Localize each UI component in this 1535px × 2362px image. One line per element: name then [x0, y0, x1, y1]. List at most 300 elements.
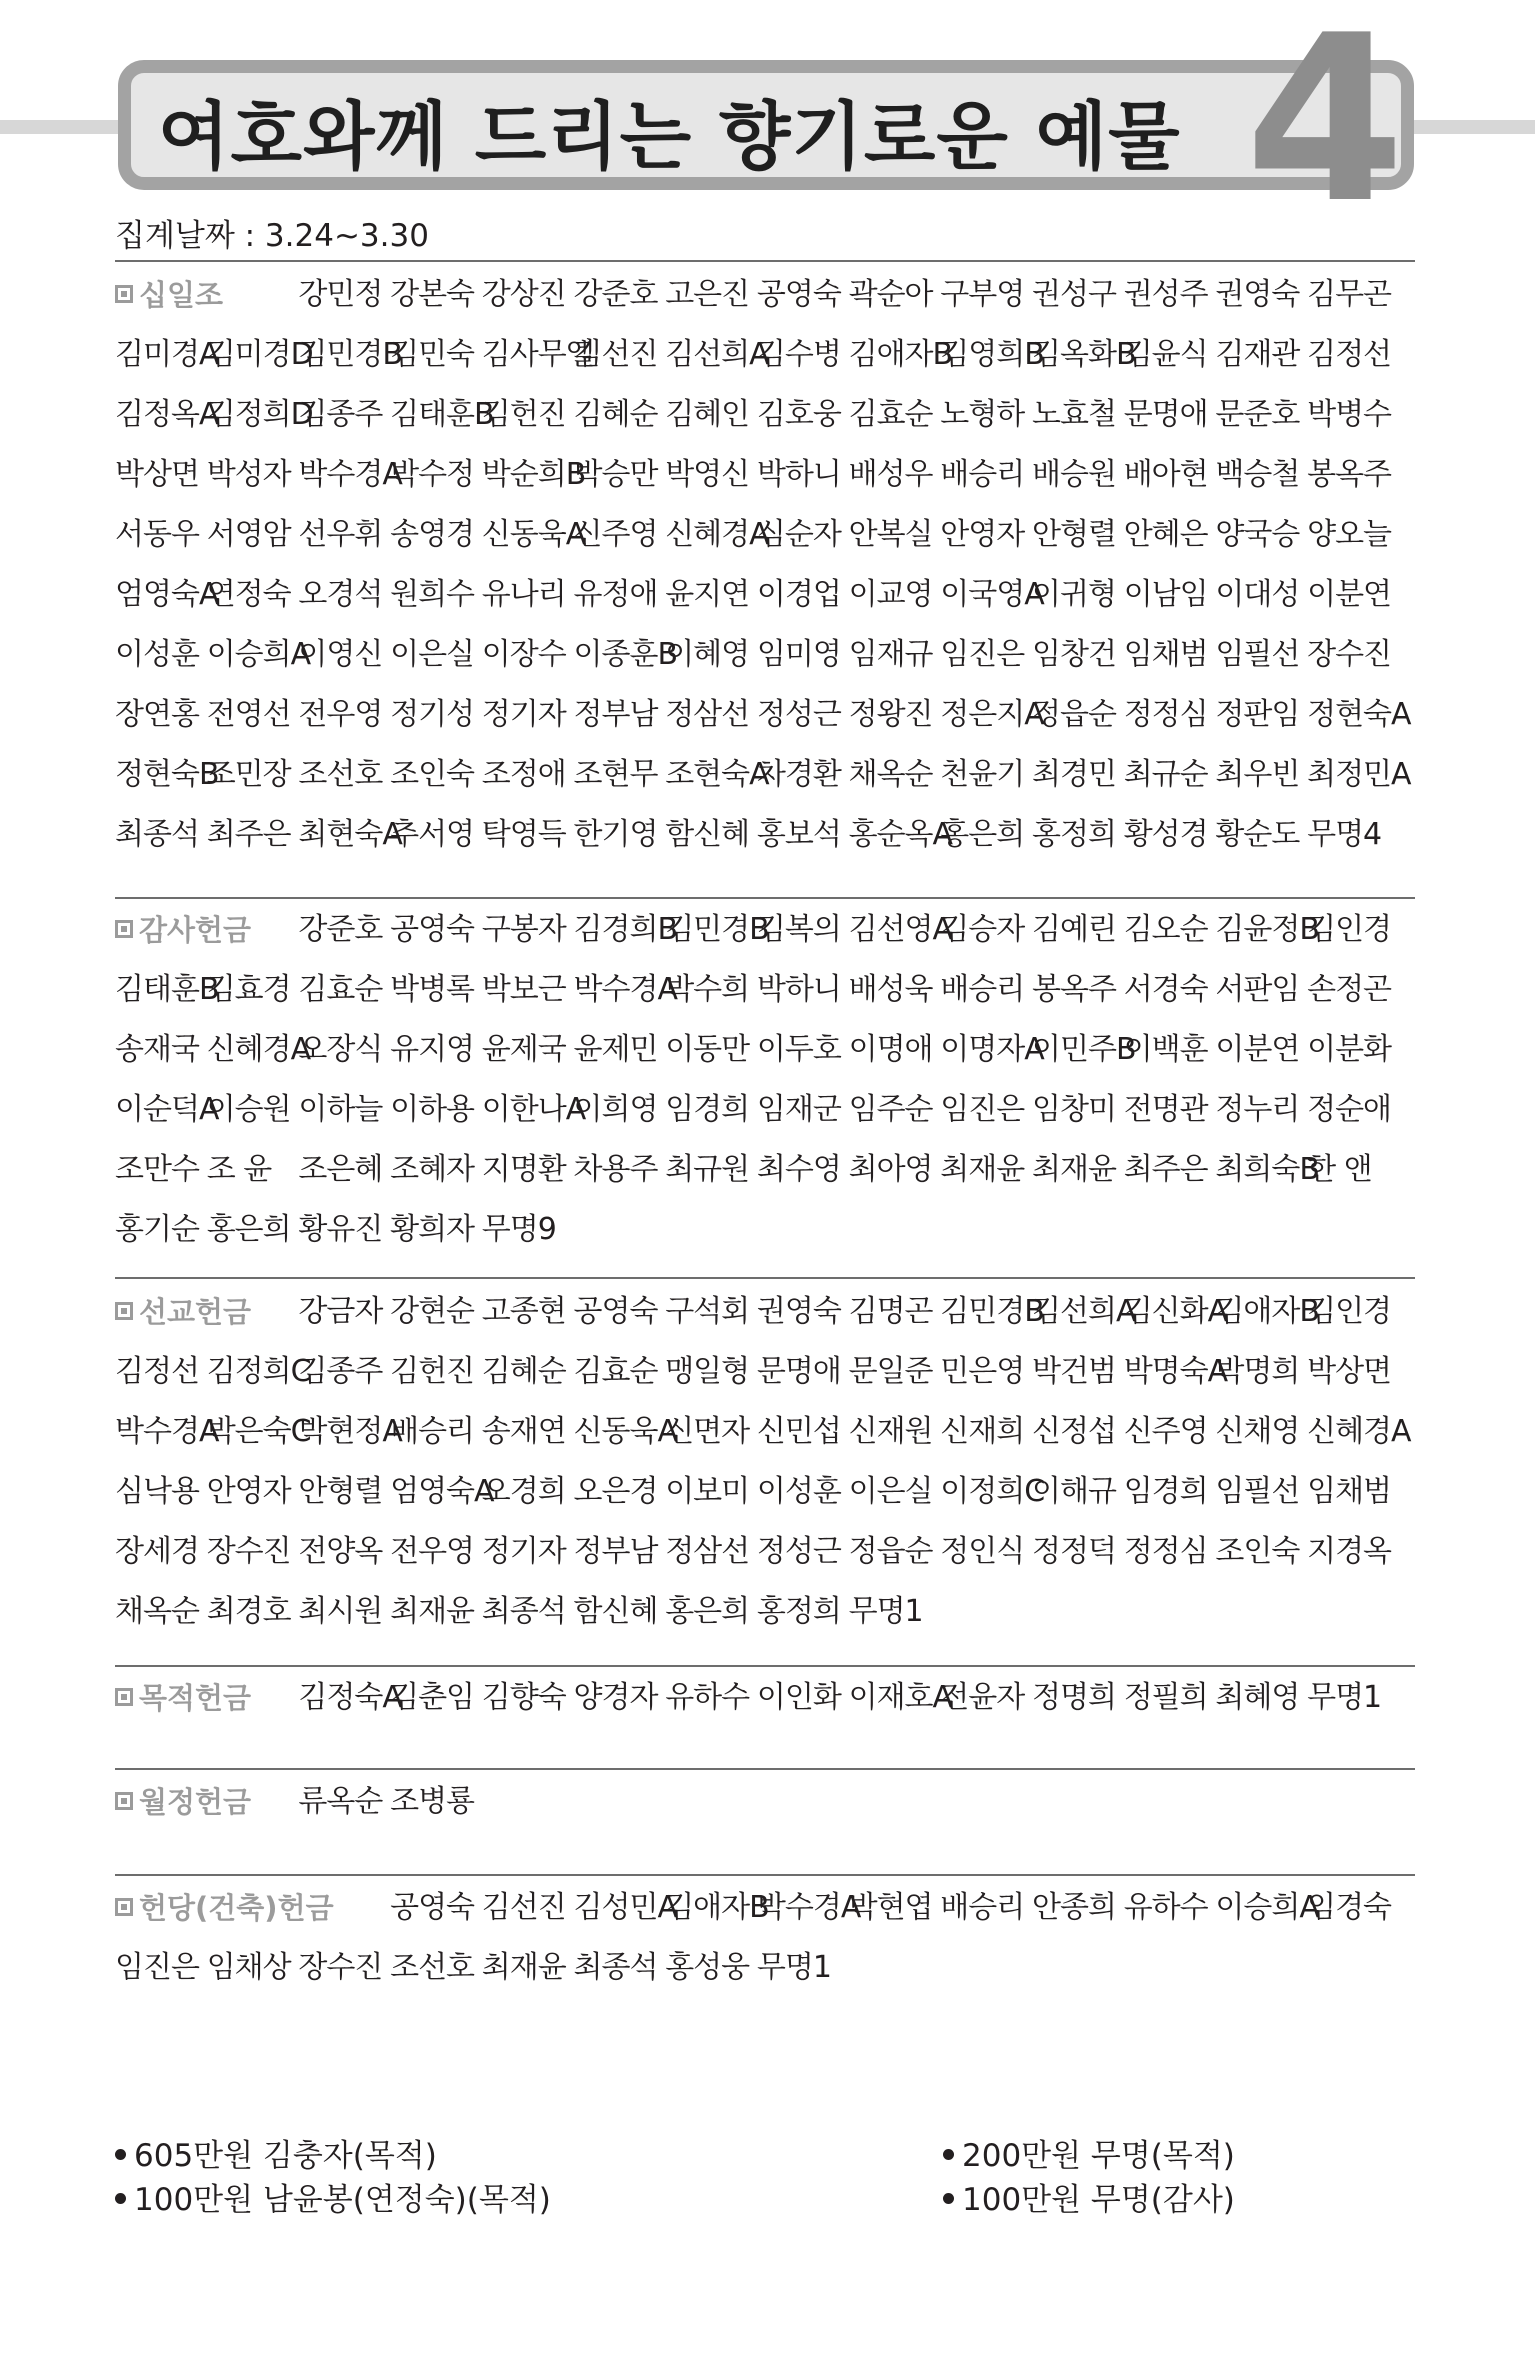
member-name: 최종석: [573, 1950, 658, 1985]
member-name: 이하용: [390, 1092, 475, 1127]
names-row: [115, 1462, 1435, 1522]
member-name: 홍정희: [1032, 817, 1116, 852]
section-label: 감사헌금: [115, 900, 251, 960]
section-label: 선교헌금: [115, 1282, 251, 1342]
member-name: 전양옥: [298, 1534, 383, 1569]
member-name: 이승원: [206, 1092, 291, 1127]
member-name: 전우영: [298, 697, 383, 732]
member-name: 서동우: [115, 517, 199, 552]
member-name: 이종훈B: [573, 637, 678, 672]
member-name: 최종석: [481, 1594, 566, 1629]
member-name: 심순자: [756, 517, 841, 552]
member-name: 임재군: [756, 1092, 841, 1127]
member-name: 김애자B: [1215, 1294, 1319, 1329]
member-name: 박승만: [573, 457, 658, 492]
member-name: 홍보석: [756, 817, 841, 852]
member-name: 송영경: [390, 517, 475, 552]
member-name: 임재규: [848, 637, 933, 672]
member-name: 임경숙: [1307, 1890, 1392, 1925]
member-name: 김애자B: [848, 337, 953, 372]
member-name: 김종주: [298, 1354, 383, 1389]
member-name: 오경희: [481, 1474, 566, 1509]
member-name: 유나리: [481, 577, 566, 612]
member-name: 박영신: [665, 457, 750, 492]
member-name: 장세경: [115, 1534, 199, 1569]
member-name: 박병수: [1307, 397, 1392, 432]
member-name: 정성근: [756, 697, 841, 732]
section-divider: [115, 1665, 1415, 1667]
member-name: 신혜경A: [1307, 1414, 1411, 1449]
member-name: 김신화A: [1123, 1294, 1228, 1329]
member-name: 최경호: [206, 1594, 291, 1629]
member-name: 조정애: [481, 757, 566, 792]
member-name: 최종석: [115, 817, 199, 852]
member-name: 함신혜: [573, 1594, 658, 1629]
member-name: 임채범: [1123, 637, 1208, 672]
member-name: 김효순: [573, 1354, 658, 1389]
bullet-icon: [943, 2149, 954, 2160]
section-label: 헌당(건축)헌금: [115, 1878, 334, 1938]
member-name: 정순애: [1307, 1092, 1392, 1127]
member-name: 조만수: [115, 1152, 199, 1187]
member-name: 신동욱A: [481, 517, 586, 552]
member-name: 서판임: [1215, 972, 1300, 1007]
member-name: 문명애: [1123, 397, 1208, 432]
member-name: 박수희: [665, 972, 750, 1007]
member-name: 임필선: [1215, 1474, 1300, 1509]
member-name: 권성구: [1032, 277, 1116, 312]
names-row: [115, 625, 1435, 685]
member-name: 김성민A: [573, 1890, 677, 1925]
member-name: 정현숙A: [1307, 697, 1411, 732]
member-name: 이영신: [298, 637, 383, 672]
page-title: 여호와께 드리는 향기로운 예물: [158, 94, 1181, 180]
member-name: 차용주: [573, 1152, 658, 1187]
member-name: 조병룡: [390, 1784, 475, 1819]
member-name: 김춘임: [390, 1680, 475, 1715]
member-name: 이순덕A: [115, 1092, 219, 1127]
names-row: [115, 1080, 1435, 1140]
member-name: 박보근: [481, 972, 566, 1007]
names-row: [115, 325, 1435, 385]
special-offering-item: 200만원 무명(목적): [943, 2130, 1235, 2175]
names-row: [115, 1878, 1435, 1938]
member-name: 조은혜: [298, 1152, 383, 1187]
member-name: 공영숙: [573, 1294, 658, 1329]
member-name: 김민경B: [940, 1294, 1044, 1329]
member-name: 이인화: [756, 1680, 841, 1715]
member-name: 이교영: [848, 577, 933, 612]
member-name: 김사무엘: [481, 337, 594, 372]
member-name: 문준호: [1215, 397, 1300, 432]
member-name: 권성주: [1123, 277, 1208, 312]
member-name: 무명9: [481, 1212, 556, 1247]
member-name: 정기자: [481, 1534, 566, 1569]
member-name: 정정심: [1123, 1534, 1208, 1569]
section-label: 월정헌금: [115, 1772, 251, 1832]
member-name: 최경민: [1032, 757, 1116, 792]
member-name: 정기자: [481, 697, 566, 732]
member-name: 이한나A: [481, 1092, 586, 1127]
member-name: 유하수: [665, 1680, 750, 1715]
member-name: 오은경: [573, 1474, 658, 1509]
member-name: 임미영: [756, 637, 841, 672]
member-name: 전명관: [1123, 1092, 1208, 1127]
member-name: 이백훈: [1123, 1032, 1208, 1067]
member-name: 배아현: [1123, 457, 1208, 492]
member-name: 천윤기: [940, 757, 1025, 792]
member-name: 김정옥A: [115, 397, 219, 432]
member-name: 박순희B: [481, 457, 586, 492]
member-name: 무명1: [1307, 1680, 1382, 1715]
member-name: 신주영: [573, 517, 658, 552]
member-name: 박상면: [115, 457, 199, 492]
member-name: 김선희A: [665, 337, 769, 372]
member-name: 김경희B: [573, 912, 678, 947]
member-name: 임진은: [940, 1092, 1025, 1127]
member-name: 김재관: [1215, 337, 1300, 372]
member-name: 윤제민: [573, 1032, 658, 1067]
member-name: 이국영A: [940, 577, 1044, 612]
names-row: [115, 1402, 1435, 1462]
member-name: 김정선: [115, 1354, 199, 1389]
member-name: 장수진: [1307, 637, 1392, 672]
member-name: 연정숙: [206, 577, 291, 612]
member-name: 배승리: [940, 457, 1025, 492]
member-name: 이대성: [1215, 577, 1300, 612]
member-name: 황성경: [1123, 817, 1208, 852]
names-row: [115, 1772, 1435, 1832]
member-name: 정성근: [756, 1534, 841, 1569]
member-name: 이은실: [848, 1474, 933, 1509]
member-name: 최재윤: [390, 1594, 475, 1629]
member-name: 이은실: [390, 637, 475, 672]
member-name: 김효경: [206, 972, 291, 1007]
member-name: 정명희: [1032, 1680, 1116, 1715]
member-name: 지경옥: [1307, 1534, 1392, 1569]
member-name: 김효순: [298, 972, 383, 1007]
member-name: 박명숙A: [1123, 1354, 1228, 1389]
member-name: 공영숙: [756, 277, 841, 312]
member-name: 안형렬: [1032, 517, 1116, 552]
bullet-icon: [115, 2149, 126, 2160]
names-row: [115, 1582, 1435, 1642]
member-name: 구석회: [665, 1294, 750, 1329]
member-name: 김승자: [940, 912, 1025, 947]
member-name: 김오순: [1123, 912, 1208, 947]
member-name: 한기영: [573, 817, 658, 852]
offering-section: [115, 1668, 1435, 1728]
member-name: 김정희D: [206, 397, 313, 432]
member-name: 안혜은: [1123, 517, 1208, 552]
member-name: 노형하: [940, 397, 1025, 432]
member-name: 정부남: [573, 1534, 658, 1569]
member-name: 박명희: [1215, 1354, 1300, 1389]
member-name: 봉옥주: [1307, 457, 1392, 492]
member-name: 박수경A: [298, 457, 402, 492]
member-name: 김정선: [1307, 337, 1392, 372]
checkbox-icon: [115, 1302, 133, 1320]
member-name: 무명1: [756, 1950, 831, 1985]
member-name: 박은숙C: [206, 1414, 311, 1449]
member-name: 장수진: [206, 1534, 291, 1569]
member-name: 이분연: [1307, 577, 1392, 612]
member-name: 김옥화B: [1032, 337, 1136, 372]
member-name: 최주은: [1123, 1152, 1208, 1187]
member-name: 강금자: [298, 1294, 383, 1329]
member-name: 김헌진: [481, 397, 566, 432]
section-divider: [115, 1874, 1415, 1876]
member-name: 강준호: [573, 277, 658, 312]
member-name: 류옥순: [298, 1784, 383, 1819]
member-name: 강상진: [481, 277, 566, 312]
member-name: 황유진: [298, 1212, 383, 1247]
section-divider: [115, 897, 1415, 899]
member-name: 노효철: [1032, 397, 1116, 432]
member-name: 무명1: [848, 1594, 923, 1629]
member-name: 이재호A: [848, 1680, 953, 1715]
member-name: 오경석: [298, 577, 383, 612]
member-name: 유하수: [1123, 1890, 1208, 1925]
member-name: 김수병: [756, 337, 841, 372]
member-name: 윤지연: [665, 577, 750, 612]
member-name: 안종희: [1032, 1890, 1116, 1925]
member-name: 김민경B: [665, 912, 769, 947]
bullet-icon: [943, 2193, 954, 2204]
member-name: 지명환: [481, 1152, 566, 1187]
member-name: 정판임: [1215, 697, 1300, 732]
member-name: 김태훈B: [115, 972, 219, 1007]
member-name: 이민주B: [1032, 1032, 1136, 1067]
member-name: 유정애: [573, 577, 658, 612]
checkbox-icon: [115, 1688, 133, 1706]
member-name: 강본숙: [390, 277, 475, 312]
member-name: 이성훈: [115, 637, 199, 672]
period-label: 집계날짜 : 3.24~3.30: [115, 218, 429, 254]
checkbox-icon: [115, 1792, 133, 1810]
member-name: 김종주: [298, 397, 383, 432]
member-name: 전영선: [206, 697, 291, 732]
member-name: 김민숙: [390, 337, 475, 372]
member-name: 장연홍: [115, 697, 199, 732]
member-name: 박하니: [756, 972, 841, 1007]
member-name: 이해규: [1032, 1474, 1116, 1509]
names-row: [115, 1140, 1435, 1200]
member-name: 홍은희: [206, 1212, 291, 1247]
member-name: 김호웅: [756, 397, 841, 432]
section-divider: [115, 1768, 1415, 1770]
section-label: 십일조: [115, 265, 223, 325]
member-name: 신혜경A: [206, 1032, 311, 1067]
member-name: 정현숙B: [115, 757, 219, 792]
member-name: 송재연: [481, 1414, 566, 1449]
member-name: 조민장: [206, 757, 291, 792]
member-name: 문명애: [756, 1354, 841, 1389]
names-row: [115, 1938, 1435, 1998]
member-name: 양오늘: [1307, 517, 1392, 552]
member-name: 최재윤: [1032, 1152, 1116, 1187]
member-name: 최우빈: [1215, 757, 1300, 792]
member-name: 임창미: [1032, 1092, 1116, 1127]
names-row: [115, 1522, 1435, 1582]
member-name: 전우영: [390, 1534, 475, 1569]
member-name: 최주은: [206, 817, 291, 852]
member-name: 김태훈B: [390, 397, 494, 432]
member-name: 김미경D: [206, 337, 313, 372]
member-name: 안복실: [848, 517, 933, 552]
member-name: 심낙용: [115, 1474, 199, 1509]
offering-section: [115, 1772, 1435, 1832]
names-row: [115, 805, 1435, 865]
member-name: 정기성: [390, 697, 475, 732]
member-name: 이두호: [756, 1032, 841, 1067]
checkbox-icon: [115, 920, 133, 938]
member-name: 정읍순: [1032, 697, 1116, 732]
member-name: 배승원: [1032, 457, 1116, 492]
member-name: 신주영: [1123, 1414, 1208, 1449]
member-name: 최아영: [848, 1152, 933, 1187]
member-name: 신면자: [665, 1414, 750, 1449]
member-name: 김윤정B: [1215, 912, 1319, 947]
member-name: 조선호: [390, 1950, 475, 1985]
member-name: 김효순: [848, 397, 933, 432]
member-name: 신정섭: [1032, 1414, 1116, 1449]
member-name: 김선진: [573, 337, 658, 372]
names-row: [115, 960, 1435, 1020]
member-name: 구봉자: [481, 912, 566, 947]
member-name: 임채상: [206, 1950, 291, 1985]
member-name: 이성훈: [756, 1474, 841, 1509]
member-name: 조혜자: [390, 1152, 475, 1187]
member-name: 박상면: [1307, 1354, 1392, 1389]
member-name: 양국승: [1215, 517, 1300, 552]
member-name: 김정희C: [206, 1354, 311, 1389]
member-name: 탁영득: [481, 817, 566, 852]
offering-section: [115, 265, 1435, 865]
member-name: 이분화: [1307, 1032, 1392, 1067]
member-name: 채옥순: [848, 757, 933, 792]
member-name: 최희숙B: [1215, 1152, 1319, 1187]
member-name: 정삼선: [665, 1534, 750, 1569]
member-name: 문일준: [848, 1354, 933, 1389]
member-name: 이명애: [848, 1032, 933, 1067]
member-name: 엄영숙A: [115, 577, 219, 612]
member-name: 임경희: [665, 1092, 750, 1127]
member-name: 김혜인: [665, 397, 750, 432]
member-name: 권영숙: [756, 1294, 841, 1329]
member-name: 박하니: [756, 457, 841, 492]
member-name: 김애자B: [665, 1890, 769, 1925]
member-name: 이희영: [573, 1092, 658, 1127]
member-name: 정은지A: [940, 697, 1044, 732]
names-row: [115, 1020, 1435, 1080]
member-name: 김민경B: [298, 337, 402, 372]
member-name: 박수정: [390, 457, 475, 492]
member-name: 홍은희: [665, 1594, 750, 1629]
member-name: 김명곤: [848, 1294, 933, 1329]
member-name: 공영숙: [390, 1890, 475, 1925]
names-row: [115, 745, 1435, 805]
member-name: 이정희C: [940, 1474, 1045, 1509]
member-name: 오장식: [298, 1032, 383, 1067]
member-name: 임채범: [1307, 1474, 1392, 1509]
member-name: 조인숙: [1215, 1534, 1300, 1569]
member-name: 배승리: [390, 1414, 475, 1449]
member-name: 무명4: [1307, 817, 1382, 852]
member-name: 임진은: [115, 1950, 199, 1985]
special-offering-item: 100만원 남윤봉(연정숙)(목적): [115, 2174, 551, 2219]
member-name: 김무곤: [1307, 277, 1392, 312]
member-name: 차경환: [756, 757, 841, 792]
names-row: [115, 1282, 1435, 1342]
member-name: 이남임: [1123, 577, 1208, 612]
member-name: 최재윤: [481, 1950, 566, 1985]
offering-section: [115, 1878, 1435, 1998]
member-name: 신재희: [940, 1414, 1025, 1449]
member-name: 한 앤: [1307, 1152, 1372, 1187]
member-name: 황희자: [390, 1212, 475, 1247]
member-name: 조인숙: [390, 757, 475, 792]
member-name: 정정심: [1123, 697, 1208, 732]
member-name: 김선희A: [1032, 1294, 1136, 1329]
member-name: 신혜경A: [665, 517, 769, 552]
member-name: 김예린: [1032, 912, 1116, 947]
member-name: 서영암: [206, 517, 291, 552]
member-name: 정삼선: [665, 697, 750, 732]
member-name: 김혜순: [481, 1354, 566, 1389]
member-name: 강현순: [390, 1294, 475, 1329]
names-row: [115, 685, 1435, 745]
member-name: 원희수: [390, 577, 475, 612]
member-name: 박병록: [390, 972, 475, 1007]
names-row: [115, 1342, 1435, 1402]
member-name: 곽순아: [848, 277, 933, 312]
member-name: 배성욱: [848, 972, 933, 1007]
bullet-icon: [115, 2193, 126, 2204]
member-name: 구부영: [940, 277, 1025, 312]
member-name: 강준호: [298, 912, 383, 947]
member-name: 김향숙: [481, 1680, 566, 1715]
member-name: 유지영: [390, 1032, 475, 1067]
member-name: 배승리: [940, 1890, 1025, 1925]
member-name: 김혜순: [573, 397, 658, 432]
names-row: [115, 265, 1435, 325]
member-name: 함신혜: [665, 817, 750, 852]
member-name: 정읍순: [848, 1534, 933, 1569]
member-name: 홍은희: [940, 817, 1025, 852]
member-name: 신민섭: [756, 1414, 841, 1449]
member-name: 공영숙: [390, 912, 475, 947]
member-name: 정인식: [940, 1534, 1025, 1569]
names-row: [115, 565, 1435, 625]
member-name: 정왕진: [848, 697, 933, 732]
member-name: 김미경A: [115, 337, 219, 372]
member-name: 조 윤: [206, 1152, 272, 1187]
member-name: 이명자A: [940, 1032, 1044, 1067]
member-name: 정정덕: [1032, 1534, 1116, 1569]
member-name: 박수경A: [756, 1890, 861, 1925]
names-row: [115, 1200, 1435, 1260]
member-name: 신채영: [1215, 1414, 1300, 1449]
member-name: 홍순옥A: [848, 817, 953, 852]
offering-section: [115, 900, 1435, 1260]
member-name: 박수경A: [115, 1414, 219, 1449]
member-name: 김선영A: [848, 912, 953, 947]
member-name: 윤제국: [481, 1032, 566, 1067]
member-name: 최현숙A: [298, 817, 402, 852]
member-name: 최정민A: [1307, 757, 1411, 792]
member-name: 신동욱A: [573, 1414, 677, 1449]
